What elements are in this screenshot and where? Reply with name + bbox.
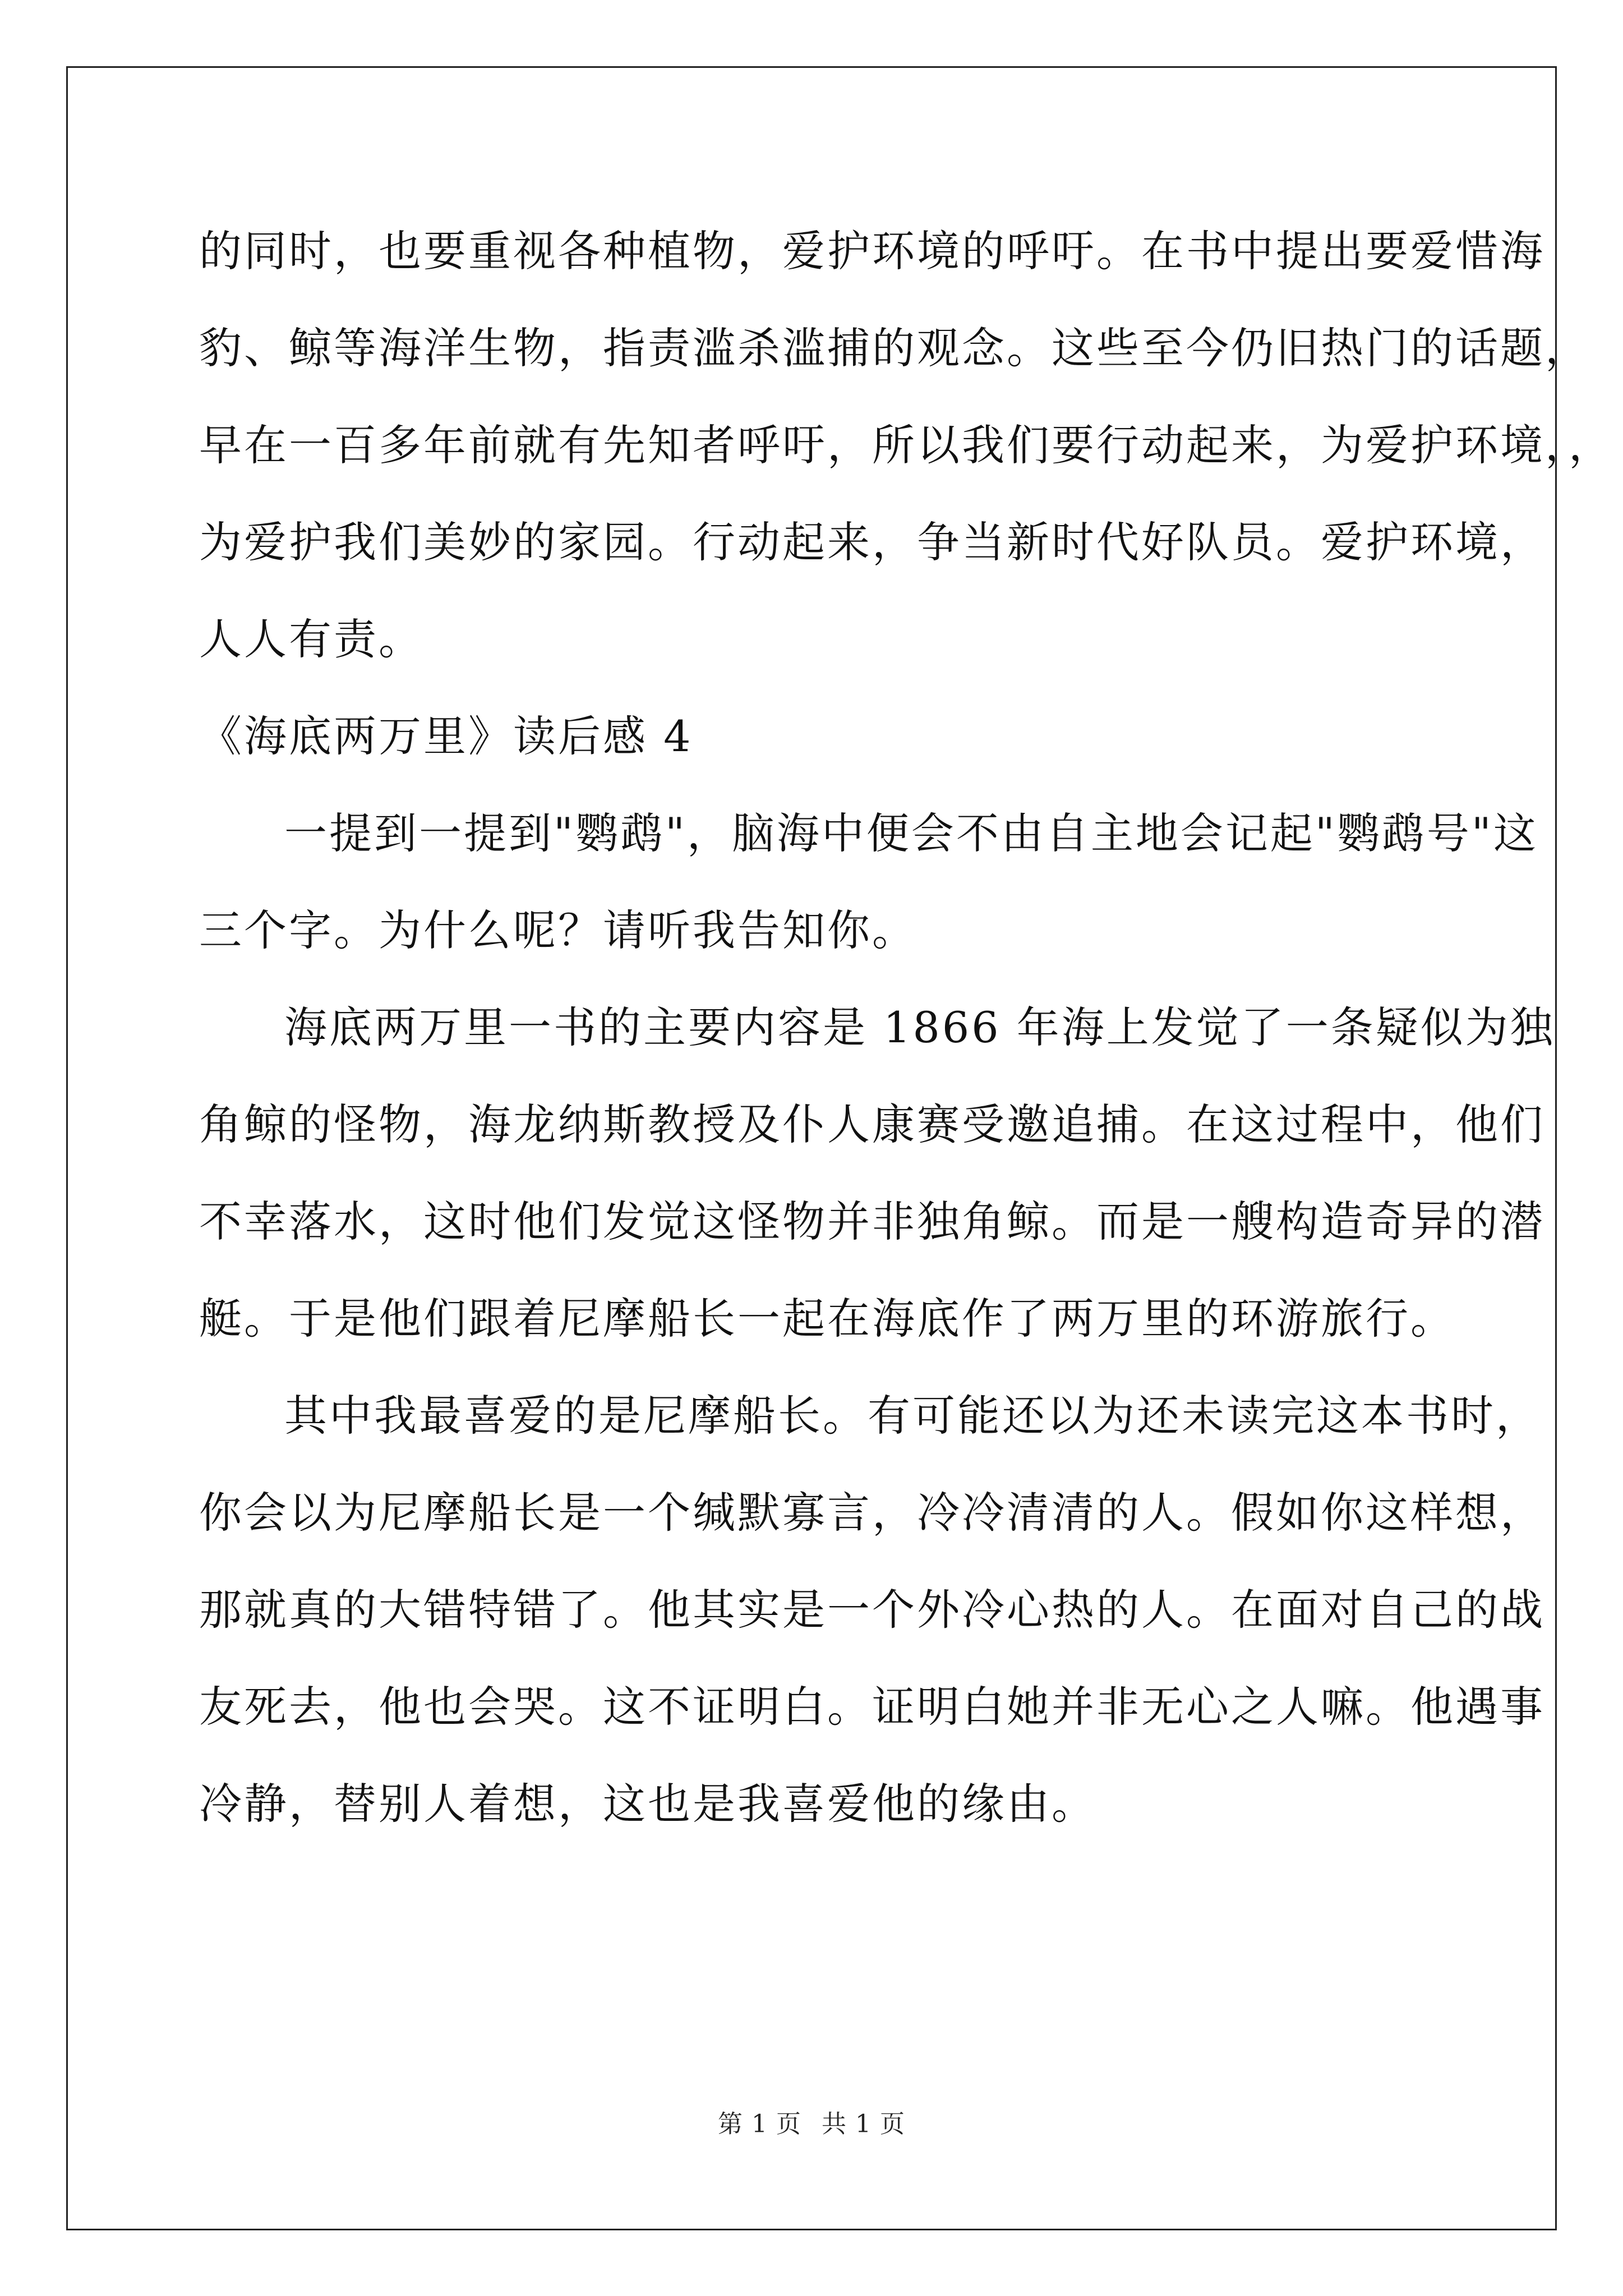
text-line: 你会以为尼摩船长是一个缄默寡言，冷冷清清的人。假如你这样想， bbox=[199, 1488, 1545, 1538]
text-line: 艇。于是他们跟着尼摩船长一起在海底作了两万里的环游旅行。 bbox=[199, 1294, 1455, 1343]
text-line: 人人有责。 bbox=[199, 614, 423, 664]
text-line: 冷静，替别人着想，这也是我喜爱他的缘由。 bbox=[199, 1779, 1096, 1829]
text-line: 角鲸的怪物，海龙纳斯教授及仆人康赛受邀追捕。在这过程中，他们 bbox=[199, 1099, 1545, 1149]
paragraph-start: 海底两万里一书的主要内容是 1866 年海上发觉了一条疑似为独 bbox=[284, 1002, 1555, 1052]
page-total: 共 1 页 bbox=[822, 2110, 905, 2138]
page-number: 第 1 页 bbox=[718, 2110, 801, 2138]
page-footer bbox=[0, 2104, 1623, 2139]
text-line: 不幸落水，这时他们发觉这怪物并非独角鲸。而是一艘构造奇异的潜 bbox=[199, 1197, 1545, 1246]
text-line: 早在一百多年前就有先知者呼吁，所以我们要行动起来，为爱护环境，， bbox=[199, 420, 1613, 470]
text-line: 为爱护我们美妙的家园。行动起来，争当新时代好队员。爱护环境， bbox=[199, 517, 1545, 567]
text-line: 那就真的大错特错了。他其实是一个外冷心热的人。在面对自己的战 bbox=[199, 1585, 1545, 1635]
section-heading: 《海底两万里》读后感 4 bbox=[199, 711, 693, 761]
text-line: 三个字。为什么呢？请听我告知你。 bbox=[199, 905, 917, 955]
text-line: 友死去，他也会哭。这不证明白。证明白她并非无心之人嘛。他遇事 bbox=[199, 1682, 1545, 1732]
paragraph-start: 其中我最喜爱的是尼摩船长。有可能还以为还未读完这本书时， bbox=[284, 1391, 1541, 1441]
document-body bbox=[199, 209, 1613, 1858]
paragraph-start: 一提到一提到"鹦鹉"，脑海中便会不由自主地会记起"鹦鹉号"这 bbox=[284, 808, 1538, 858]
text-line: 豹、鲸等海洋生物，指责滥杀滥捕的观念。这些至今仍旧热门的话题， bbox=[199, 323, 1590, 373]
text-line: 的同时，也要重视各种植物，爱护环境的呼吁。在书中提出要爱惜海 bbox=[199, 226, 1545, 276]
